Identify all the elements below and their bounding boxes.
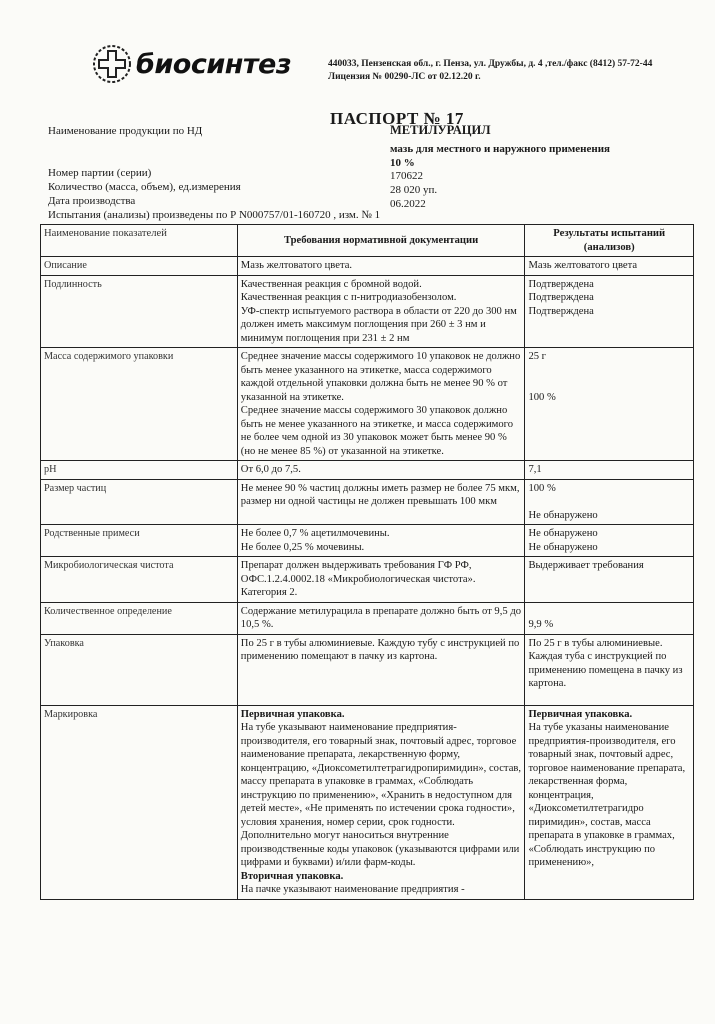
res-line: 9,9 % [528,619,554,630]
col-header-name: Наименование показателей [41,225,238,257]
row-result [525,602,694,634]
row-requirement: Содержание метилурацила в препарате должно быть от 9,5 до 10,5 %. [237,602,525,634]
table-row [41,348,694,461]
row-result [525,705,694,899]
row-result [525,348,694,461]
company-address: 440033, Пензенская обл., г. Пенза, ул. Дружбы, д. 4 ,тел./факс (8412) 57-72-44 [328,59,653,69]
row-name: Родственные примеси [41,525,238,557]
req-line: Дополнительно могут наноситься внутренние производственные коды упаковок (указываются цифрами или цифрами и буквами) и/или фарм-коды. [240,830,520,868]
quantity-value: 28 020 уп. [390,184,438,196]
req-line: Качественная реакция с бромной водой. [240,278,422,290]
batch-label: Номер партии (серии) [48,167,152,179]
row-name: Размер частиц [41,479,238,525]
product-form: мазь для местного и наружного применения [390,143,610,155]
req-line: Не более 0,25 % мочевины. [240,541,365,553]
row-result: По 25 г в тубы алюминиевые. Каждая туба с инструкцией по применению помещена в пачку из картона. [525,634,694,705]
document-title: ПАСПОРТ № 17 [330,109,464,128]
res-line: 100 % [528,482,556,494]
res-line: Не обнаружено [528,528,598,539]
row-result [525,525,694,557]
res-line: На тубе указаны наименование предприятия-производителя, его товарный знак, почтовый адрес, торговое наименование препарата, лекарственная форма, концентрация, «Диоксометилтетрагидро пиримидин», состав, масса препарата в упаковке в граммах, «Соблюдать инструкцию по применению», [528,722,686,868]
company-logo [92,44,291,84]
row-requirement: Не менее 90 % частиц должны иметь размер не более 75 мкм, размер ни одной частицы не должен превышать 100 мкм [237,479,525,525]
res-heading: Первичная упаковка. [528,708,633,720]
row-requirement [237,525,525,557]
res-line: Подтверждена [528,278,594,290]
req-line: Не более 0,7 % ацетилмочевины. [240,528,390,539]
table-row [41,275,694,348]
table-header-row [41,225,694,257]
production-date-label: Дата производства [48,195,136,207]
req-line: Среднее значение массы содержимого 30 упаковок должно быть не менее указанного на этикетке, и масса содержимого не более чем одной из 30 упаковок может быть менее 90 % (но не менее 85 %) от указанной на этикетке. [240,405,514,457]
logo-text: биосинтез [136,48,292,80]
row-requirement [237,275,525,348]
res-line: Не обнаружено [528,541,598,553]
table-row [41,525,694,557]
product-name: МЕТИЛУРАЦИЛ [390,123,491,137]
row-name: Подлинность [41,275,238,348]
row-requirement: От 6,0 до 7,5. [237,461,525,480]
row-requirement: По 25 г в тубы алюминиевые. Каждую тубу с инструкцией по применению помещают в пачку из картона. [237,634,525,705]
plus-cross-icon [92,44,132,84]
row-result: 7,1 [525,461,694,480]
table-row [41,705,694,899]
res-line: 25 г [528,351,547,362]
res-line: Не обнаружено [528,509,598,521]
row-requirement: Мазь желтоватого цвета. [237,257,525,276]
row-requirement [237,705,525,899]
req-line: На пачке указывают наименование предприятия - [240,884,465,895]
quantity-label: Количество (масса, объем), ед.измерения [48,181,241,193]
row-name: Описание [41,257,238,276]
row-result [525,275,694,348]
col-header-results: Результаты испытаний (анализов) [525,225,694,257]
req-line: УФ-спектр испытуемого раствора в области от 220 до 300 нм должен иметь максимум поглощения при 260 ± 3 нм и минимум поглощения при 231 ± 2 нм [240,305,517,344]
table-row [41,634,694,705]
production-date-value: 06.2022 [390,198,426,210]
res-line: Подтверждена [528,305,594,317]
req-line: Качественная реакция с п-нитродиазобензолом. [240,292,457,303]
table-row [41,461,694,480]
tests-line: Испытания (анализы) произведены по Р N000757/01-160720 , изм. № 1 [48,209,381,221]
product-label: Наименование продукции по НД [48,125,203,137]
res-line: 100 % [528,391,556,403]
table-row [41,257,694,276]
row-requirement: Препарат должен выдерживать требования ГФ РФ, ОФС.1.2.4.0002.18 «Микробиологическая чистота». Категория 2. [237,557,525,603]
specification-table [40,224,694,900]
res-line: Подтверждена [528,292,594,303]
table-row [41,479,694,525]
row-name: Микробиологическая чистота [41,557,238,603]
row-requirement [237,348,525,461]
req-line: Среднее значение массы содержимого 10 упаковок не должно быть менее указанного на этикетке, масса содержимого каждой отдельной упаковки должна быть не менее 90 % от указанной на этикетке. [240,351,521,403]
company-license: Лицензия № 00290-ЛС от 02.12.20 г. [328,72,481,82]
row-name: pH [41,461,238,480]
product-concentration: 10 % [390,157,415,169]
req-line: На тубе указывают наименование предприятия-производителя, его товарный знак, почтовый адрес, торговое наименование препарата, лекарственную форму, концентрацию, «Диоксометилтетрагидропиримидин», состав, массу препарата в упаковке в граммах, «Соблюдать инструкцию по применению», «Хранить в недоступном для детей месте», «Не применять по истечении срока годности», условия хранения, номер серии, срок годности. [240,722,522,828]
row-name: Упаковка [41,634,238,705]
req-heading: Первичная упаковка. [240,708,345,720]
row-name: Маркировка [41,705,238,899]
company-info [328,58,652,84]
col-header-requirements: Требования нормативной документации [237,225,525,257]
table-row [41,557,694,603]
row-name: Масса содержимого упаковки [41,348,238,461]
row-result: Мазь желтоватого цвета [525,257,694,276]
row-result: Выдерживает требования [525,557,694,603]
row-result [525,479,694,525]
table-row [41,602,694,634]
req-heading: Вторичная упаковка. [240,870,344,882]
row-name: Количественное определение [41,602,238,634]
batch-value: 170622 [390,170,423,182]
